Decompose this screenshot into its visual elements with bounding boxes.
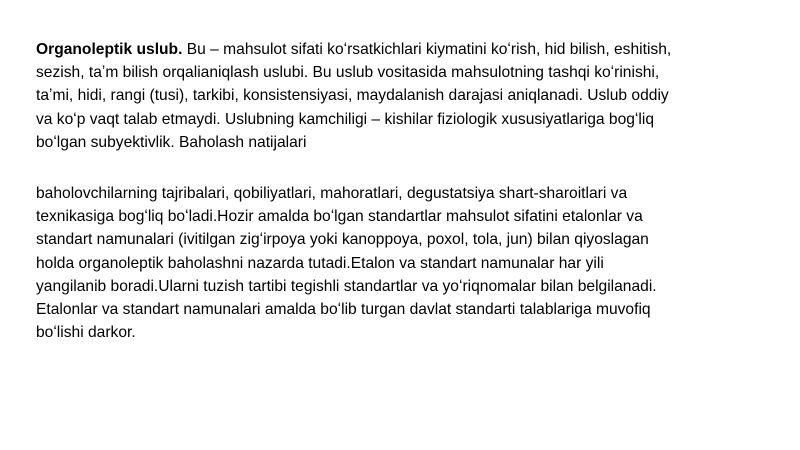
text-line: yangilanib boradi.Ularni tuzish tartibi tegishli standartlar va yoʻriqnomalar bilan belgilanadi. (36, 277, 657, 295)
text-line: va koʻp vaqt talab etmaydi. Uslubning kamchiligi – kishilar fiziologik xususiyatlariga bogʻliq (36, 110, 654, 128)
paragraph-standards (36, 182, 766, 344)
text-line: standart namunalari (ivitilgan zigʻirpoya yoki kanoppoya, poxol, tola, jun) bilan qiyoslagan (36, 231, 649, 249)
text-line: boʻlishi darkor. (36, 324, 136, 342)
lead-term: Organoleptik uslub. (36, 41, 183, 58)
text-line: holda organoleptik baholashni nazarda tutadi.Etalon va standart namunalar har yili (36, 254, 604, 272)
text-line: sezish, taʼm bilish orqalianiqlash uslubi. Bu uslub vositasida mahsulotning tashqi koʻrinishi, (36, 64, 660, 82)
text-line: Etalonlar va standart namunalari amalda boʻlib turgan davlat standarti talablariga muvofiq (36, 300, 651, 318)
text-line: baholovchilarning tajribalari, qobiliyatlari, mahoratlari, degustatsiya shart-sharoitlari va (36, 185, 628, 202)
text-line (36, 38, 766, 61)
text-line-content: Bu – mahsulot sifati koʻrsatkichlari kiymatini koʻrish, hid bilish, eshitish, (182, 41, 672, 58)
text-line: boʻlgan subyektivlik. Baholash natijalari (36, 133, 307, 151)
text-line: taʼmi, hidi, rangi (tusi), tarkibi, konsistensiyasi, maydalanish darajasi aniqlanadi. Uslub oddiy (36, 87, 669, 105)
text-line: texnikasiga bogʻliq boʻladi.Hozir amalda boʻlgan standartlar mahsulot sifatini etalonlar va (36, 208, 643, 226)
paragraph-organoleptic-method (36, 38, 766, 154)
